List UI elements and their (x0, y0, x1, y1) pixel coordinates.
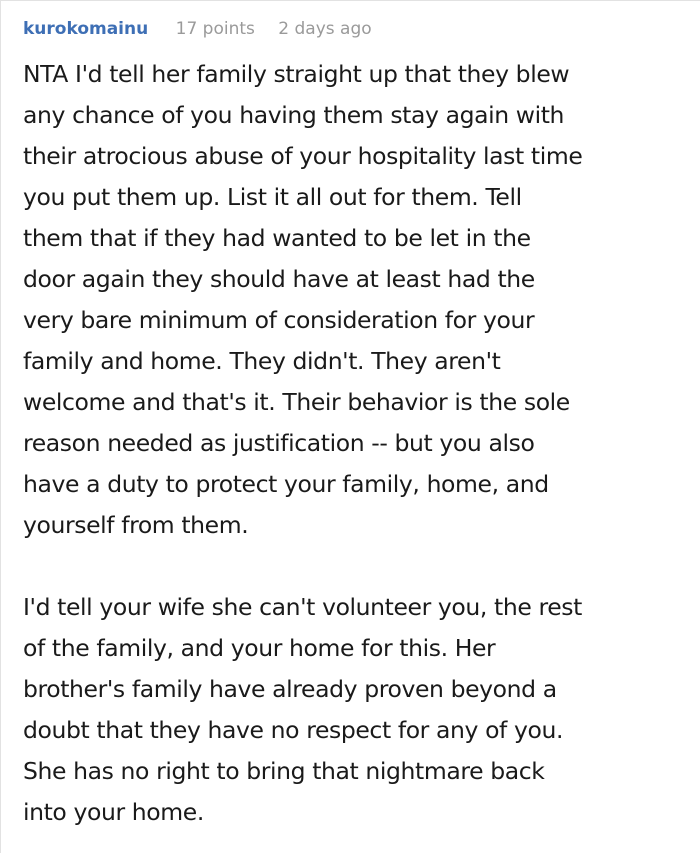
comment-text-line: them that if they had wanted to be let in the (23, 224, 531, 252)
comment-text-line: welcome and that's it. Their behavior is the sole (23, 388, 570, 416)
comment-text-line: brother's family have already proven beyond a (23, 675, 557, 703)
comment-body (23, 54, 693, 833)
comment-text-line: you put them up. List it all out for them. Tell (23, 183, 522, 211)
comment-text-line: yourself from them. (23, 511, 249, 539)
comment-text-line: doubt that they have no respect for any of you. (23, 716, 564, 744)
points-count: 17 points (175, 19, 255, 39)
comment-meta (23, 19, 390, 39)
username-link[interactable]: kurokomainu (23, 19, 149, 39)
timestamp: 2 days ago (278, 19, 372, 39)
comment-text-line: have a duty to protect your family, home, and (23, 470, 549, 498)
comment-text-line: reason needed as justification -- but you also (23, 429, 535, 457)
comment-text-line: into your home. (23, 798, 204, 826)
comment-text-line: any chance of you having them stay again with (23, 101, 565, 129)
comment-text-line: door again they should have at least had the (23, 265, 535, 293)
comment-paragraph (23, 587, 693, 833)
comment-text-line: their atrocious abuse of your hospitality last time (23, 142, 583, 170)
comment-text-line: She has no right to bring that nightmare back (23, 757, 545, 785)
comment-text-line: very bare minimum of consideration for your (23, 306, 535, 334)
comment-text-line: family and home. They didn't. They aren't (23, 347, 501, 375)
comment-paragraph (23, 54, 693, 546)
comment-text-line: of the family, and your home for this. Her (23, 634, 496, 662)
paragraph-gap (23, 546, 693, 587)
comment-text-line: I'd tell your wife she can't volunteer you, the rest (23, 593, 582, 621)
comment-text-line: NTA I'd tell her family straight up that they blew (23, 60, 570, 88)
